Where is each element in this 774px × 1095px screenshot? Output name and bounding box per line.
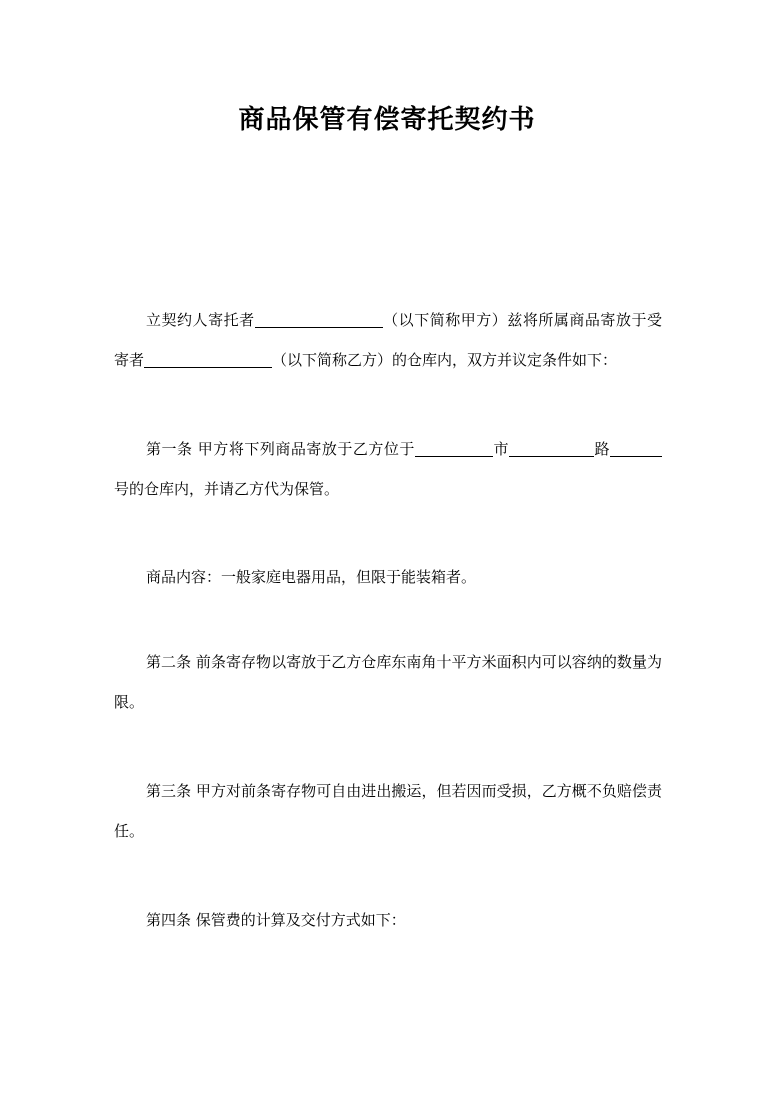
intro-paragraph <box>114 300 662 380</box>
article-1-text-2: 号的仓库内，并请乙方代为保管。 <box>114 480 340 498</box>
intro-text-3: （以下简称乙方）的仓库内，双方并议定条件如下： <box>272 351 618 369</box>
article-1-text-1: 第一条 甲方将下列商品寄放于乙方位于 <box>146 440 415 458</box>
depositor-blank <box>255 309 383 328</box>
road-blank <box>509 438 594 457</box>
article-3-paragraph: 第三条 甲方对前条寄存物可自由进出搬运，但若因而受损，乙方概不负赔偿责任。 <box>114 782 662 840</box>
intro-text-1: 立契约人寄托者 <box>146 311 255 329</box>
article-1-paragraph <box>114 429 662 509</box>
number-blank <box>610 438 662 457</box>
depositary-blank <box>144 349 272 368</box>
intro-text-2: （以下简称甲方）兹将所属商品寄放于受寄者 <box>114 311 662 369</box>
article-4-paragraph: 第四条 保管费的计算及交付方式如下： <box>146 911 406 929</box>
road-label: 路 <box>593 440 610 458</box>
city-blank <box>415 438 493 457</box>
city-label: 市 <box>492 440 509 458</box>
goods-paragraph: 商品内容：一般家庭电器用品，但限于能装箱者。 <box>146 568 477 586</box>
article-2-paragraph: 第二条 前条寄存物以寄放于乙方仓库东南角十平方米面积内可以容纳的数量为限。 <box>114 653 662 711</box>
document-title: 商品保管有偿寄托契约书 <box>238 105 536 135</box>
